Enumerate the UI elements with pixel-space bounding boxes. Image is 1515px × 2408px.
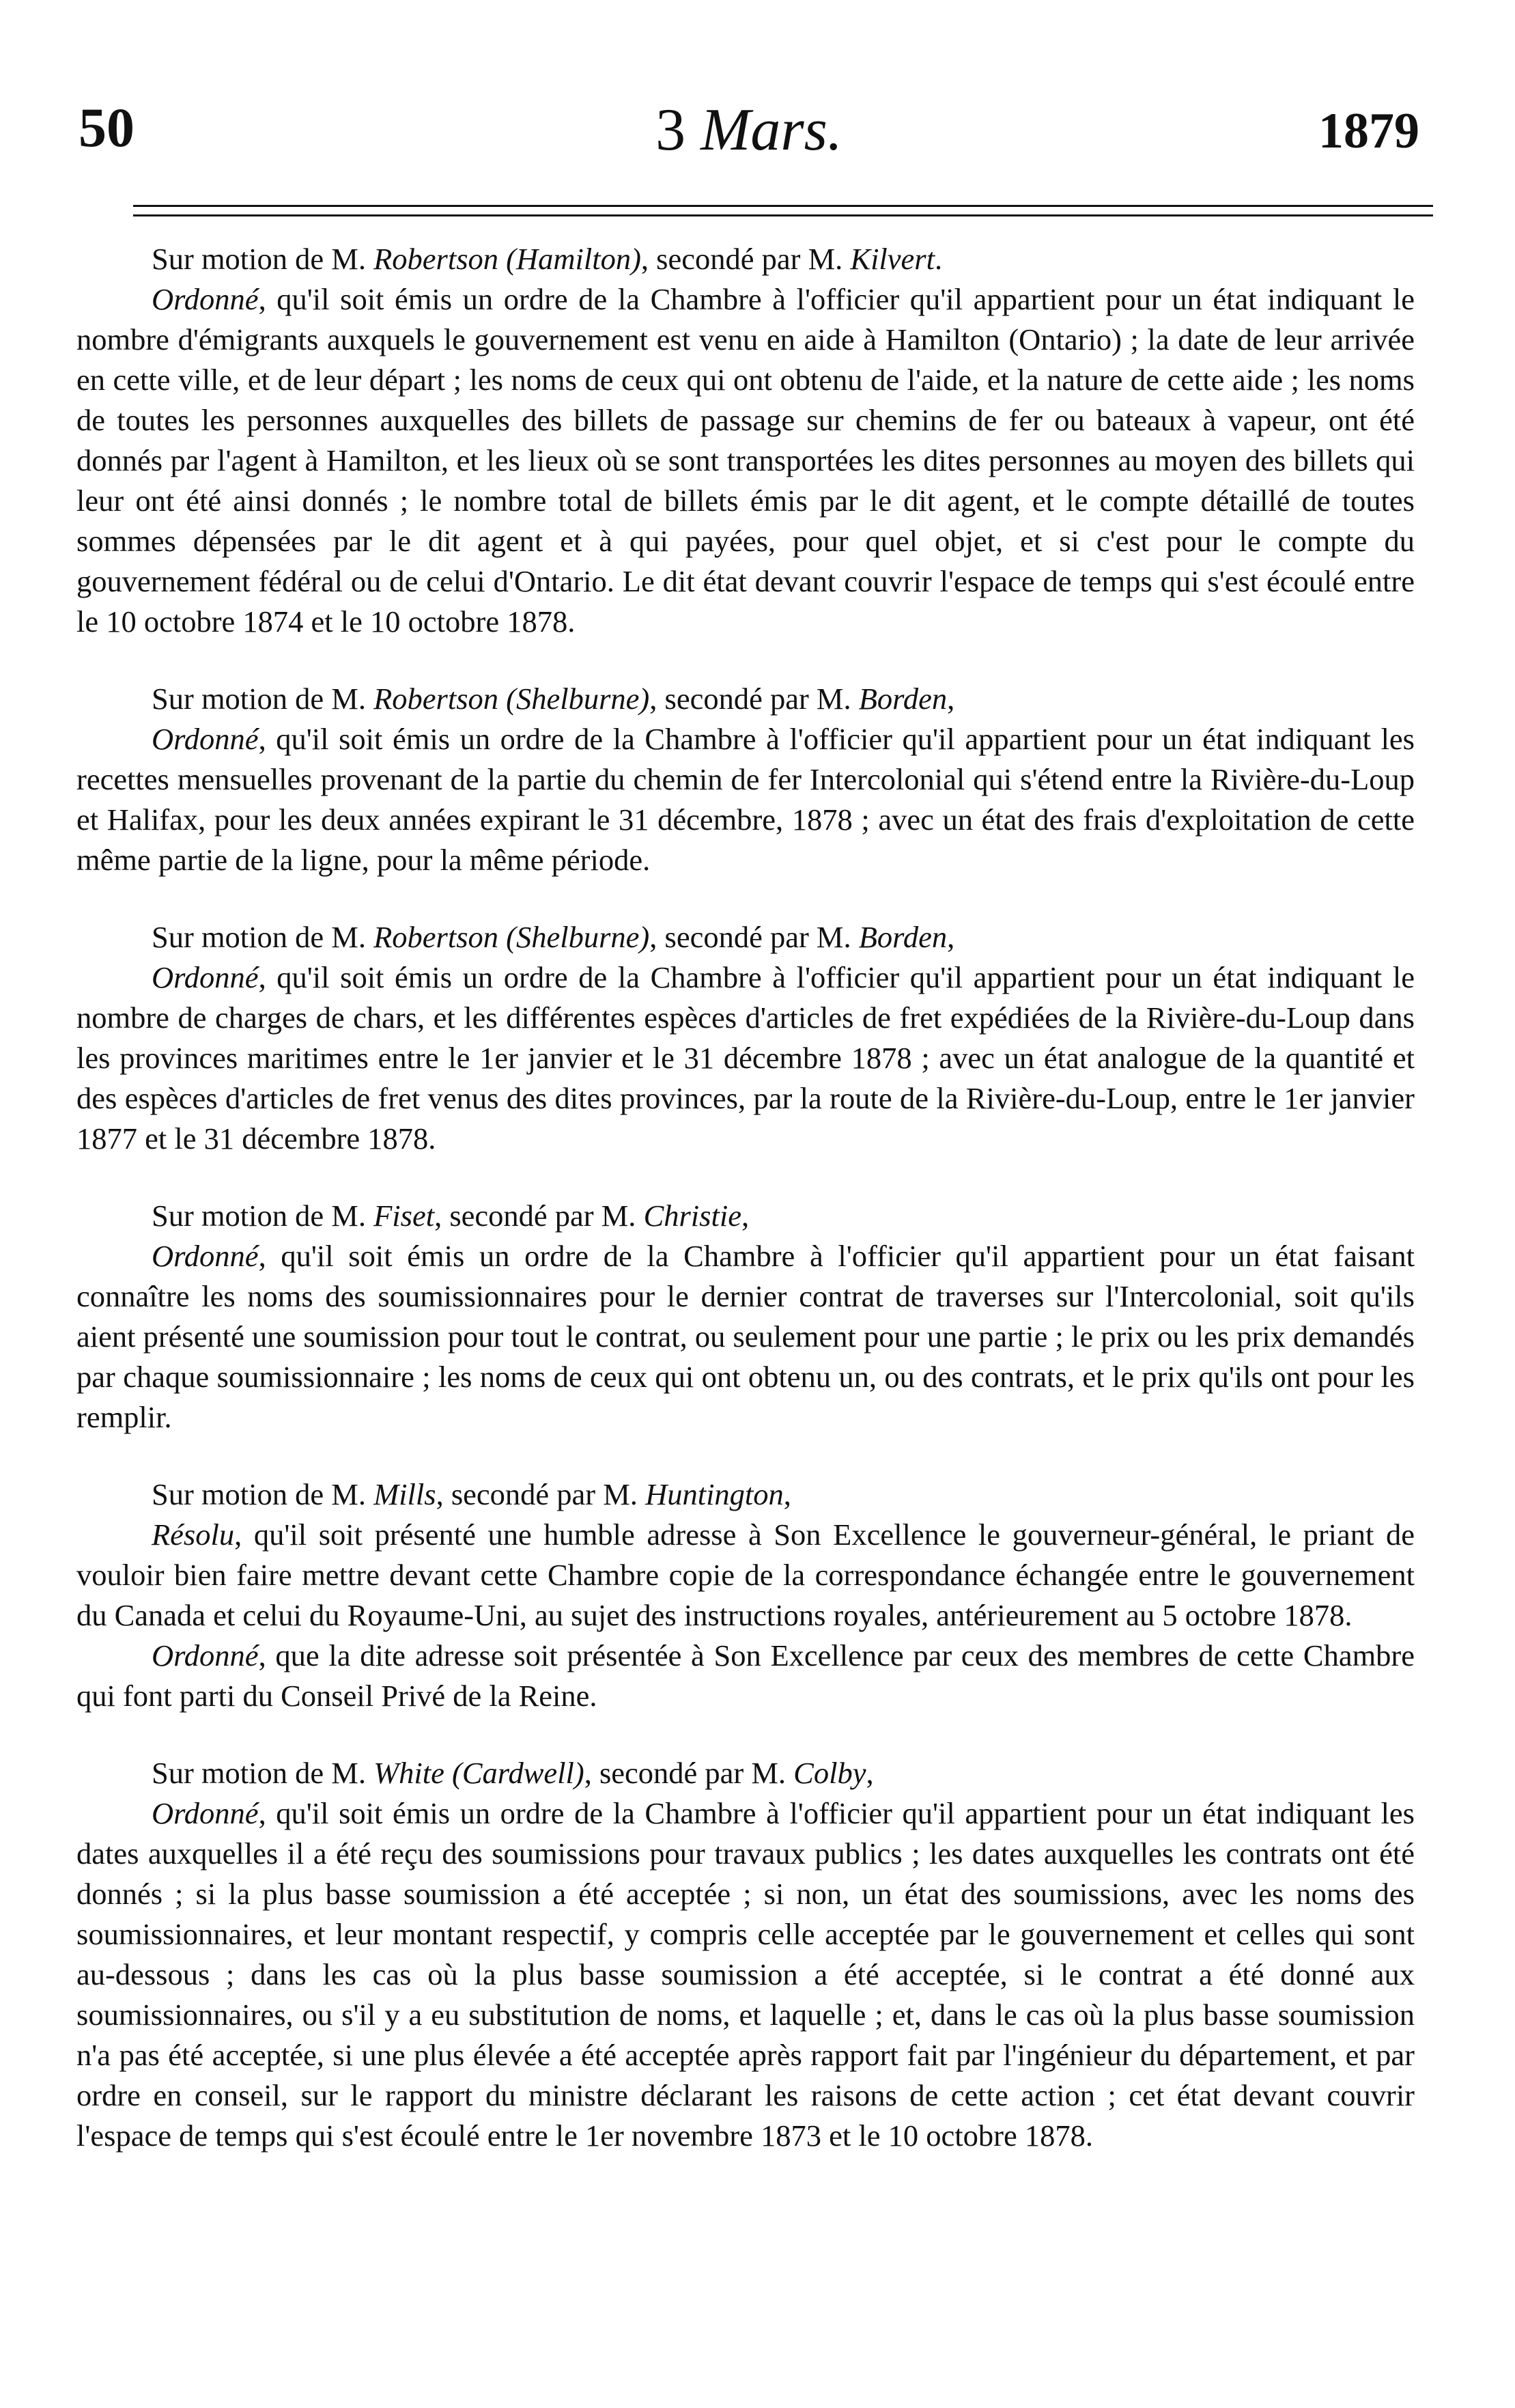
motion-paragraph	[76, 1793, 1415, 2156]
mover-name: Robertson (Hamilton)	[373, 242, 641, 276]
seconder-connector: , secondé par M.	[649, 920, 851, 954]
motion-heading	[76, 1753, 1415, 1793]
motion-entry	[76, 679, 1415, 880]
motion-verb: Ordonné	[152, 1638, 259, 1672]
mover-name: Mills	[373, 1477, 436, 1511]
mover-prefix: Sur motion de M.	[152, 920, 366, 954]
seconder-name: Huntington	[645, 1477, 784, 1511]
motion-paragraph	[76, 279, 1415, 642]
motion-text: , qu'il soit émis un ordre de la Chambre à l'officier qu'il appartient pour un état indiquant le nombre d'émigrants auxquels le gouvernement est venu en aide à Hamilton (Ontario) ; la date de leur arrivée en cette ville, et de leur départ ; les noms de ceux qui ont obtenu de l'aide, et la nature de cette aide ; les noms de toutes les personnes auxquelles des billets de passage sur chemins de fer ou bateaux à vapeur, ont été donnés par l'agent à Hamilton, et les lieux où se sont transportées les dites personnes au moyen des billets qui leur ont été ainsi donnés ; le nombre total de billets émis par le dit agent, et le compte détaillé de toutes sommes dépensées par le dit agent et à qui payées, pour quel objet, et si c'est pour le compte du gouvernement fédéral ou de celui d'Ontario. Le dit état devant couvrir l'espace de temps qui s'est écoulé entre le 10 octobre 1874 et le 10 octobre 1878.	[76, 282, 1415, 639]
mover-prefix: Sur motion de M.	[152, 1199, 366, 1233]
page-body	[76, 239, 1415, 2193]
motion-verb: Ordonné	[152, 1239, 259, 1273]
seconder-name: Kilvert	[850, 242, 935, 276]
motion-verb: Ordonné	[152, 960, 259, 994]
motion-heading	[76, 1474, 1415, 1515]
page-header	[79, 96, 1419, 178]
seconder-connector: , secondé par M.	[434, 1199, 636, 1233]
seconder-name: Colby	[793, 1756, 866, 1790]
motion-text: , qu'il soit présenté une humble adresse à Son Excellence le gouverneur-général, le priant de vouloir bien faire mettre devant cette Chambre copie de la correspondance échangée entre le gouvernement du Canada et celui du Royaume-Uni, au sujet des instructions royales, antérieurement au 5 octobre 1878.	[76, 1517, 1415, 1632]
mover-prefix: Sur motion de M.	[152, 1756, 366, 1790]
motion-entry	[76, 1196, 1415, 1438]
date-month: Mars.	[700, 97, 843, 163]
heading-end: .	[934, 242, 943, 276]
mover-name: Fiset	[373, 1199, 435, 1233]
mover-prefix: Sur motion de M.	[152, 682, 366, 716]
motion-heading	[76, 1196, 1415, 1236]
motion-text: , qu'il soit émis un ordre de la Chambre à l'officier qu'il appartient pour un état indiquant les dates auxquelles il a été reçu des soumissions pour travaux publics ; les dates auxquelles les contrats ont été donnés ; si la plus basse soumission a été acceptée ; si non, un état des soumissions, avec les noms des soumissionnaires, et leur montant respectif, y compris celle acceptée par le gouvernement et celles qui sont au-dessous ; dans les cas où la plus basse soumission a été acceptée, si le contrat a été donné aux soumissionnaires, ou s'il y a eu substitution de noms, et laquelle ; et, dans le cas où la plus basse soumission n'a pas été acceptée, si une plus élevée a été acceptée après rapport fait par l'ingénieur du département, et par ordre en conseil, sur le rapport du ministre déclarant les raisons de cette action ; cet état devant couvrir l'espace de temps qui s'est écoulé entre le 1er novembre 1873 et le 10 octobre 1878.	[76, 1796, 1415, 2153]
header-rule-top	[133, 205, 1433, 207]
page-number: 50	[79, 96, 134, 158]
motion-entry	[76, 917, 1415, 1159]
motion-text: , qu'il soit émis un ordre de la Chambre à l'officier qu'il appartient pour un état faisant connaître les noms des soumissionnaires pour le dernier contrat de traverses sur l'Intercolonial, soit qu'ils aient présenté une soumission pour tout le contrat, ou seulement pour une partie ; le prix ou les prix demandés par chaque soumissionnaire ; les noms de ceux qui ont obtenu un, ou des contrats, et le prix qu'ils ont pour les remplir.	[76, 1239, 1415, 1434]
heading-end: ,	[783, 1477, 791, 1511]
motion-heading	[76, 917, 1415, 957]
mover-name: Robertson (Shelburne)	[373, 682, 650, 716]
motion-verb: Résolu	[152, 1517, 235, 1552]
motion-entry	[76, 1474, 1415, 1716]
seconder-connector: , secondé par M.	[584, 1756, 787, 1790]
motion-paragraph	[76, 957, 1415, 1159]
motion-heading	[76, 239, 1415, 279]
year: 1879	[1318, 103, 1419, 159]
mover-prefix: Sur motion de M.	[152, 1477, 366, 1511]
heading-end: ,	[947, 920, 955, 954]
motion-paragraph	[76, 1515, 1415, 1636]
seconder-connector: , secondé par M.	[649, 682, 851, 716]
motion-heading	[76, 679, 1415, 719]
date-day: 3	[655, 97, 686, 163]
heading-end: ,	[866, 1756, 874, 1790]
motion-verb: Ordonné	[152, 722, 259, 756]
motion-text: , qu'il soit émis un ordre de la Chambre à l'officier qu'il appartient pour un état indiquant le nombre de charges de chars, et les différentes espèces d'articles de fret expédiées de la Rivière-du-Loup dans les provinces maritimes entre le 1er janvier et le 31 décembre 1878 ; avec un état analogue de la quantité et des espèces d'articles de fret venus des dites provinces, par la route de la Rivière-du-Loup, entre le 1er janvier 1877 et le 31 décembre 1878.	[76, 960, 1415, 1156]
motion-text: , qu'il soit émis un ordre de la Chambre à l'officier qu'il appartient pour un état indiquant les recettes mensuelles provenant de la partie du chemin de fer Intercolonial qui s'étend entre la Rivière-du-Loup et Halifax, pour les deux années expirant le 31 décembre, 1878 ; avec un état des frais d'exploitation de cette même partie de la ligne, pour la même période.	[76, 722, 1415, 877]
header-rule-bottom	[133, 214, 1433, 216]
mover-name: White (Cardwell)	[373, 1756, 584, 1790]
seconder-connector: , secondé par M.	[436, 1477, 638, 1511]
seconder-name: Borden	[858, 920, 948, 954]
heading-end: ,	[741, 1199, 750, 1233]
seconder-name: Christie	[643, 1199, 741, 1233]
motion-text: , que la dite adresse soit présentée à Son Excellence par ceux des membres de cette Chambre qui font parti du Conseil Privé de la Reine.	[76, 1638, 1415, 1713]
seconder-connector: , secondé par M.	[640, 242, 843, 276]
date-title	[79, 96, 1419, 165]
mover-prefix: Sur motion de M.	[152, 242, 366, 276]
motion-paragraph	[76, 1636, 1415, 1716]
motion-entry	[76, 239, 1415, 642]
motion-entry	[76, 1753, 1415, 2156]
mover-name: Robertson (Shelburne)	[373, 920, 650, 954]
heading-end: ,	[947, 682, 955, 716]
motion-paragraph	[76, 719, 1415, 880]
motion-verb: Ordonné	[152, 282, 259, 316]
motion-paragraph	[76, 1236, 1415, 1438]
motion-verb: Ordonné	[152, 1796, 259, 1830]
seconder-name: Borden	[858, 682, 948, 716]
